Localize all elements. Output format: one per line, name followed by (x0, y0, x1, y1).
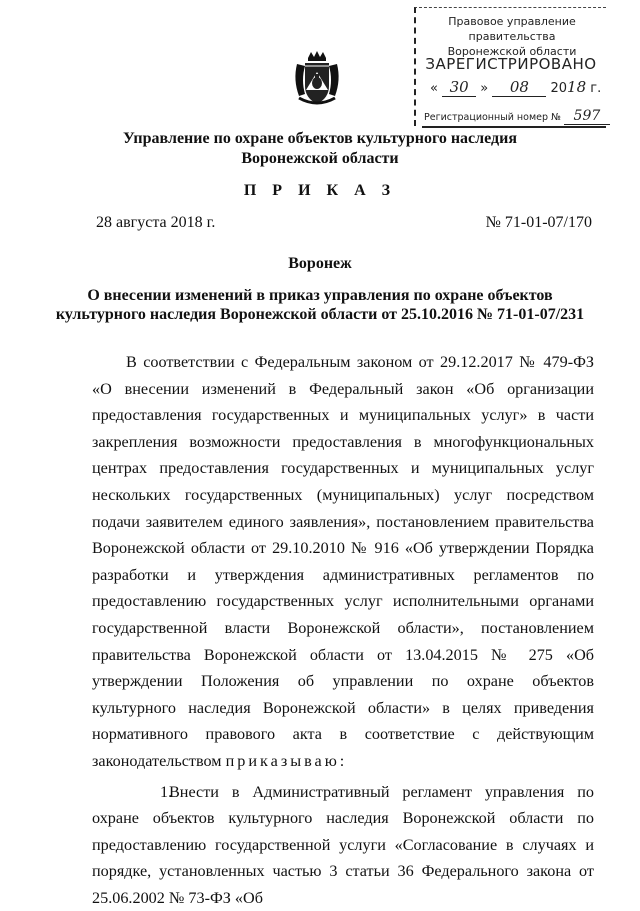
body-item-1-number: 1. (126, 779, 169, 806)
org-name-line-1: Управление по охране объектов культурного наследия (0, 130, 640, 148)
body-paragraph-1-text: В соответствии с Федеральным законом от 29.12.2017 № 479-ФЗ «О внесении изменений в Федеральный закон «Об организации предоставления государственных и муниципальных услуг» в части закрепления возможности предоставления в многофункциональных центрах предоставления государственных и муниципальных услуг нескольких государственных (муниципальных) услуг посредством подачи заявителем единого заявления», постановлением правительства Воронежской области от 29.10.2010 № 916 «Об утверждении Порядка разработки и утверждения административных регламентов по предоставлению государственных услуг исполнительными органами государственной власти Воронежской области», постановлением правительства Воронежской области от 13.04.2015 № 275 «Об утверждении Положения об управлении по охране объектов культурного наследия Воронежской области» в целях приведения нормативного правового акта в соответствие с действующим законодательством (92, 353, 594, 770)
body-paragraph-1 (92, 349, 594, 775)
stamp-header (422, 14, 602, 59)
document-title-line-2: культурного наследия Воронежской области от 25.10.2016 № 71-01-07/231 (0, 306, 640, 324)
document-title-line-1: О внесении изменений в приказ управления по охране объектов (0, 287, 640, 305)
voronezh-coat-of-arms-icon (291, 50, 343, 108)
document-body (92, 349, 594, 911)
org-name-line-2: Воронежской области (0, 150, 640, 168)
stamp-bottom-rule (422, 126, 606, 128)
document-date: 28 августа 2018 г. (96, 214, 215, 232)
stamp-regnum-label: Регистрационный номер № (424, 112, 561, 123)
body-paragraph-1-decree: приказываю: (226, 752, 348, 770)
body-item-1-text: Внести в Административный регламент управления по охране объектов культурного наследия Воронежской области по предоставлению государственной услуги «Согласование в случаях и порядке, установленных частью 3 статьи 36 Федерального закона от 25.06.2002 № 73-ФЗ «Об (92, 783, 594, 907)
stamp-date-suffix: г. (590, 81, 601, 96)
document-number: № 71-01-07/170 (486, 214, 592, 232)
stamp-date-day: 30 (442, 78, 476, 97)
stamp-date-quote: « (430, 81, 438, 96)
stamp-regnum (424, 108, 610, 125)
stamp-line-2: Воронежской области (422, 44, 602, 59)
stamp-regnum-value: 597 (564, 108, 610, 125)
stamp-registered-label: ЗАРЕГИСТРИРОВАНО (416, 55, 606, 73)
stamp-date-month: 08 (492, 78, 546, 97)
body-item-1 (92, 779, 594, 911)
document-city: Воронеж (0, 255, 640, 273)
stamp-date-year-prefix: 20 (551, 81, 568, 96)
registration-stamp (414, 7, 606, 126)
stamp-date: « 30 » 08 2018 г. (430, 78, 601, 97)
document-type: П Р И К А З (0, 182, 640, 200)
stamp-line-1: Правовое управление правительства (422, 14, 602, 44)
stamp-date-year: 18 (567, 78, 586, 96)
